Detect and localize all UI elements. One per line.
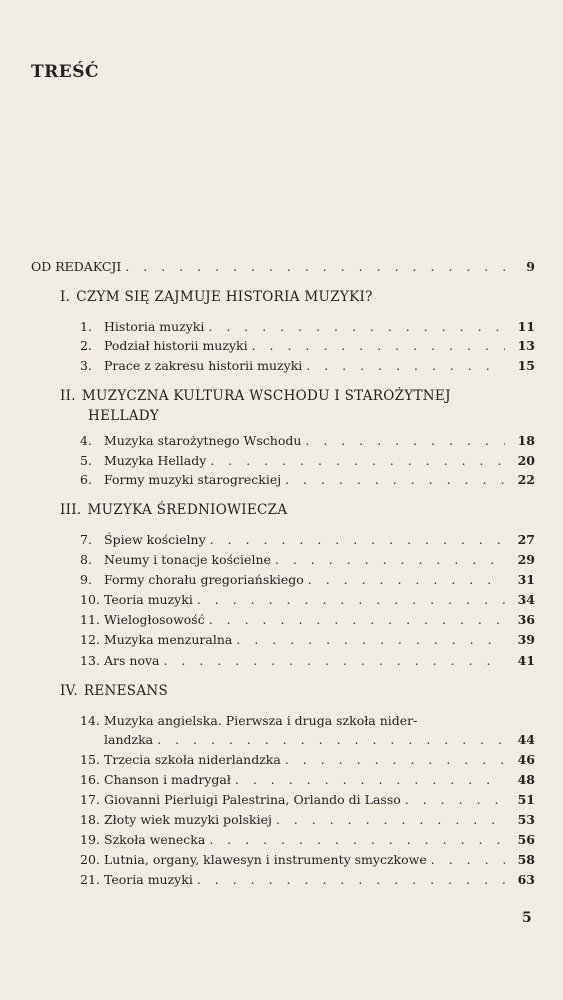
- entry-number: 7.: [80, 532, 92, 547]
- toc-entry: [80, 812, 535, 827]
- toc-entry-label: Śpiew kościelny: [104, 532, 206, 547]
- section-numeral: III.: [60, 502, 82, 518]
- entry-number: 8.: [80, 552, 92, 567]
- toc-entry-label: Muzyka Hellady: [104, 453, 207, 468]
- toc-entry: [80, 572, 535, 587]
- entry-number: 15.: [80, 752, 100, 767]
- leader-dots: [285, 752, 505, 767]
- leader-dots: [157, 732, 505, 747]
- section-title-4: [60, 684, 168, 699]
- entry-number: 2.: [80, 338, 92, 353]
- toc-page-number: 9: [526, 259, 535, 274]
- leader-dots: [235, 772, 505, 787]
- leader-dots: [210, 532, 505, 547]
- leader-dots: [275, 552, 505, 567]
- toc-entry-label: Formy chorału gregoriańskiego: [104, 572, 304, 587]
- toc-entry: [80, 632, 535, 647]
- toc-entry-label: Złoty wiek muzyki polskiej: [104, 812, 272, 827]
- entry-number: 12.: [80, 632, 100, 647]
- toc-page-number: 63: [517, 872, 535, 887]
- toc-entry-label: Formy muzyki starogreckiej: [104, 472, 282, 487]
- toc-entry: [80, 872, 535, 887]
- entry-number: 19.: [80, 832, 100, 847]
- toc-entry-label: Historia muzyki: [104, 319, 205, 334]
- toc-entry: [104, 732, 535, 747]
- entry-number: 14.: [80, 713, 100, 728]
- section-title-text: RENESANS: [83, 683, 169, 699]
- section-title-text: CZYM SIĘ ZAJMUJE HISTORIA MUZYKI?: [76, 289, 373, 305]
- toc-entry-intro: [31, 259, 535, 274]
- toc-entry-label: Teoria muzyki: [104, 872, 193, 887]
- toc-page-number: 29: [517, 552, 535, 567]
- section-title-text: MUZYCZNA KULTURA WSCHODU I STAROŻYTNEJ: [81, 388, 451, 404]
- toc-entry-label: Podział historii muzyki: [104, 338, 248, 353]
- toc-entry: [80, 319, 535, 334]
- leader-dots: [252, 338, 505, 353]
- leader-dots: [125, 259, 505, 274]
- toc-entry: [80, 552, 535, 567]
- leader-dots: [431, 852, 505, 867]
- toc-entry: [80, 338, 535, 353]
- toc-page-number: 36: [517, 612, 535, 627]
- entry-number: 1.: [80, 319, 92, 334]
- leader-dots: [197, 872, 505, 887]
- section-numeral: II.: [60, 388, 76, 404]
- toc-entry-label-continuation: landzka: [104, 732, 154, 747]
- entry-number: 9.: [80, 572, 92, 587]
- entry-number: 13.: [80, 653, 100, 668]
- toc-page-number: 39: [517, 632, 535, 647]
- toc-page-number: 31: [517, 572, 535, 587]
- leader-dots: [236, 632, 505, 647]
- toc-entry-label: Szkoła wenecka: [104, 832, 206, 847]
- toc-page-number: 51: [517, 792, 535, 807]
- entry-number: 11.: [80, 612, 100, 627]
- toc-entry-label: Prace z zakresu historii muzyki: [104, 358, 303, 373]
- leader-dots: [163, 653, 505, 668]
- toc-page-number: 46: [517, 752, 535, 767]
- toc-page-number: 56: [517, 832, 535, 847]
- section-title-text: MUZYKA ŚREDNIOWIECZA: [87, 502, 288, 518]
- toc-entry-label: Muzyka starożytnego Wschodu: [104, 433, 302, 448]
- toc-entry-label: Neumy i tonacje kościelne: [104, 552, 271, 567]
- leader-dots: [208, 319, 505, 334]
- entry-number: 4.: [80, 433, 92, 448]
- toc-entry-label: Teoria muzyki: [104, 592, 193, 607]
- leader-dots: [276, 812, 505, 827]
- toc-entry: [80, 472, 535, 487]
- toc-entry: [80, 832, 535, 847]
- leader-dots: [285, 472, 505, 487]
- toc-page-number: 41: [517, 653, 535, 668]
- leader-dots: [405, 792, 505, 807]
- toc-page-number: 20: [517, 453, 535, 468]
- toc-entry-label: OD REDAKCJI: [31, 259, 122, 274]
- leader-dots: [197, 592, 505, 607]
- entry-number: 6.: [80, 472, 92, 487]
- toc-page-number: 34: [517, 592, 535, 607]
- toc-entry: [80, 532, 535, 547]
- toc-entry: [80, 592, 535, 607]
- toc-entry-label: Muzyka menzuralna: [104, 632, 233, 647]
- toc-entry: [80, 453, 535, 468]
- section-title-2-line2: [88, 409, 159, 424]
- toc-page-number: 58: [517, 852, 535, 867]
- section-title-1: [60, 290, 373, 305]
- leader-dots: [209, 832, 505, 847]
- leader-dots: [209, 612, 505, 627]
- toc-entry-label: Ars nova: [104, 653, 160, 668]
- toc-entry: [80, 433, 535, 448]
- toc-entry: [80, 852, 535, 867]
- entry-number: 18.: [80, 812, 100, 827]
- entry-number: 16.: [80, 772, 100, 787]
- section-title-2: [60, 389, 451, 404]
- section-numeral: I.: [60, 289, 71, 305]
- entry-number: 5.: [80, 453, 92, 468]
- toc-page-number: 27: [517, 532, 535, 547]
- entry-number: 20.: [80, 852, 100, 867]
- section-title-3: [60, 503, 287, 518]
- leader-dots: [306, 358, 505, 373]
- toc-entry-label: Lutnia, organy, klawesyn i instrumenty smyczkowe: [104, 852, 427, 867]
- leader-dots: [308, 572, 505, 587]
- toc-page-number: 53: [517, 812, 535, 827]
- toc-entry-label: Muzyka angielska. Pierwsza i druga szkoła nider-: [104, 713, 418, 728]
- toc-entry: [80, 358, 535, 373]
- toc-page-number: 18: [517, 433, 535, 448]
- toc-entry: [80, 772, 535, 787]
- toc-page-number: 13: [517, 338, 535, 353]
- entry-number: 17.: [80, 792, 100, 807]
- entry-number: 3.: [80, 358, 92, 373]
- toc-entry-label: Chanson i madrygał: [104, 772, 231, 787]
- section-numeral: IV.: [60, 683, 78, 699]
- toc-entry: [80, 752, 535, 767]
- toc-entry: [80, 792, 535, 807]
- entry-number: 10.: [80, 592, 100, 607]
- section-title-text: HELLADY: [88, 408, 160, 424]
- toc-page-number: 48: [517, 772, 535, 787]
- entry-number: 21.: [80, 872, 100, 887]
- toc-page-number: 22: [517, 472, 535, 487]
- leader-dots: [210, 453, 505, 468]
- toc-entry-label: Trzecia szkoła niderlandzka: [104, 752, 281, 767]
- page-number: 5: [522, 910, 532, 926]
- toc-page-number: 44: [517, 732, 535, 747]
- toc-entry: [80, 653, 535, 668]
- toc-page-number: 15: [517, 358, 535, 373]
- toc-entry-multiline-first: [80, 713, 535, 728]
- toc-entry-label: Giovanni Pierluigi Palestrina, Orlando di Lasso: [104, 792, 401, 807]
- toc-page-number: 11: [517, 319, 535, 334]
- toc-entry-label: Wielogłosowość: [104, 612, 205, 627]
- leader-dots: [305, 433, 505, 448]
- toc-entry: [80, 612, 535, 627]
- page-heading: TREŚĆ: [31, 62, 100, 82]
